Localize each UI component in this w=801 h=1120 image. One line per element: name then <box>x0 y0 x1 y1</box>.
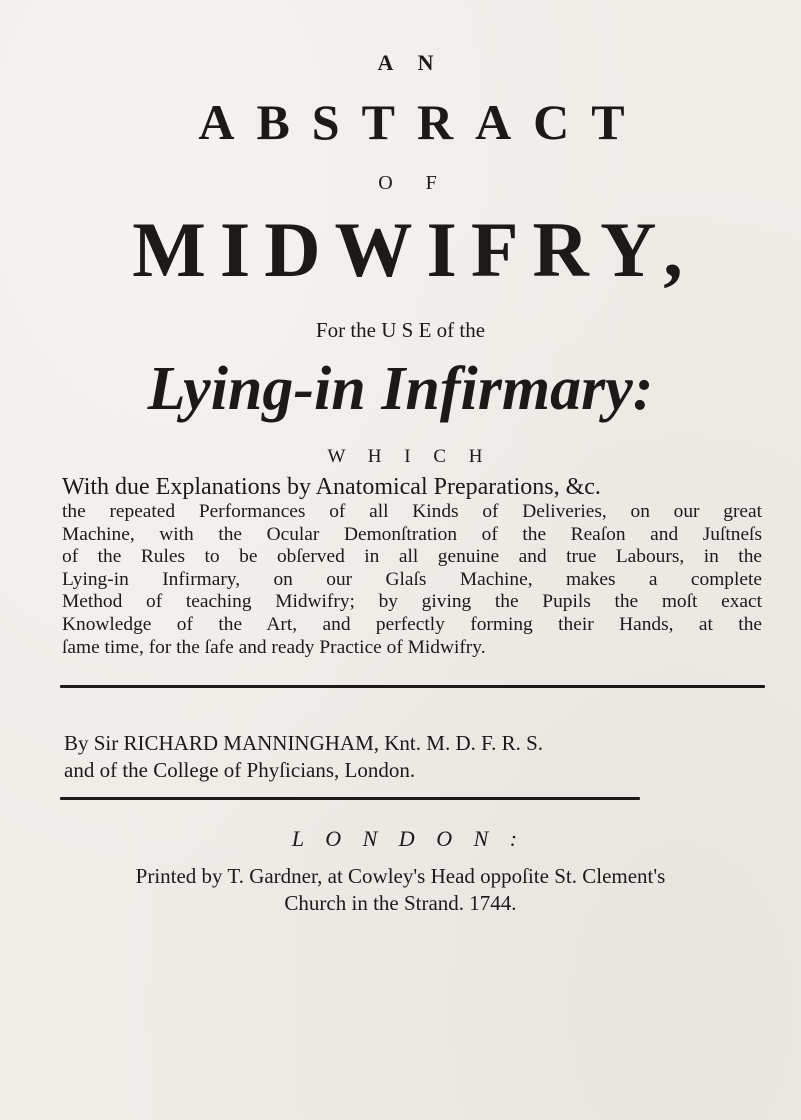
title-abstract: ABSTRACT <box>198 94 647 150</box>
subtitle-for-use: For the U S E of the <box>315 318 486 342</box>
subtitle-which: W H I C H <box>327 446 492 467</box>
title-an: A N <box>377 50 444 75</box>
description-line: of the Rules to be obſerved in all genuine and true Labours, in the <box>62 546 762 568</box>
imprint-block <box>0 863 801 917</box>
author-block <box>64 730 764 784</box>
divider-rule <box>60 797 640 800</box>
description-line: Lying-in Infirmary, on our Glaſs Machine, makes a complete <box>62 568 762 590</box>
title-midwifry: MIDWIFRY, <box>132 206 697 293</box>
description-line: Knowledge of the Art, and perfectly forming their Hands, at the <box>62 613 762 635</box>
description-line: Method of teaching Midwifry; by giving the Pupils the moſt exact <box>62 591 762 613</box>
author-affiliation-line: and of the College of Phyſicians, London. <box>64 758 416 782</box>
subtitle-lying-in-infirmary: Lying-in Infirmary: <box>147 355 654 423</box>
description-line: the repeated Performances of all Kinds of Deliveries, on our great <box>62 501 762 522</box>
imprint-place: L O N D O N : <box>291 826 526 851</box>
divider-rule <box>60 685 765 688</box>
imprint-line: Church in the Strand. 1744. <box>284 891 517 915</box>
imprint-line: Printed by T. Gardner, at Cowley's Head oppoſite St. Clement's <box>135 864 666 888</box>
description-line: Machine, with the Ocular Demonſtration of the Reaſon and Juſtneſs <box>62 523 762 545</box>
title-of: O F <box>378 172 451 194</box>
description-paragraph <box>62 473 762 659</box>
description-line: ſame time, for the ſafe and ready Practice of Midwifry. <box>62 636 486 658</box>
description-line: With due Explanations by Anatomical Preparations, &c. <box>62 474 601 500</box>
author-line: By Sir RICHARD MANNINGHAM, Knt. M. D. F. R. S. <box>64 731 544 755</box>
